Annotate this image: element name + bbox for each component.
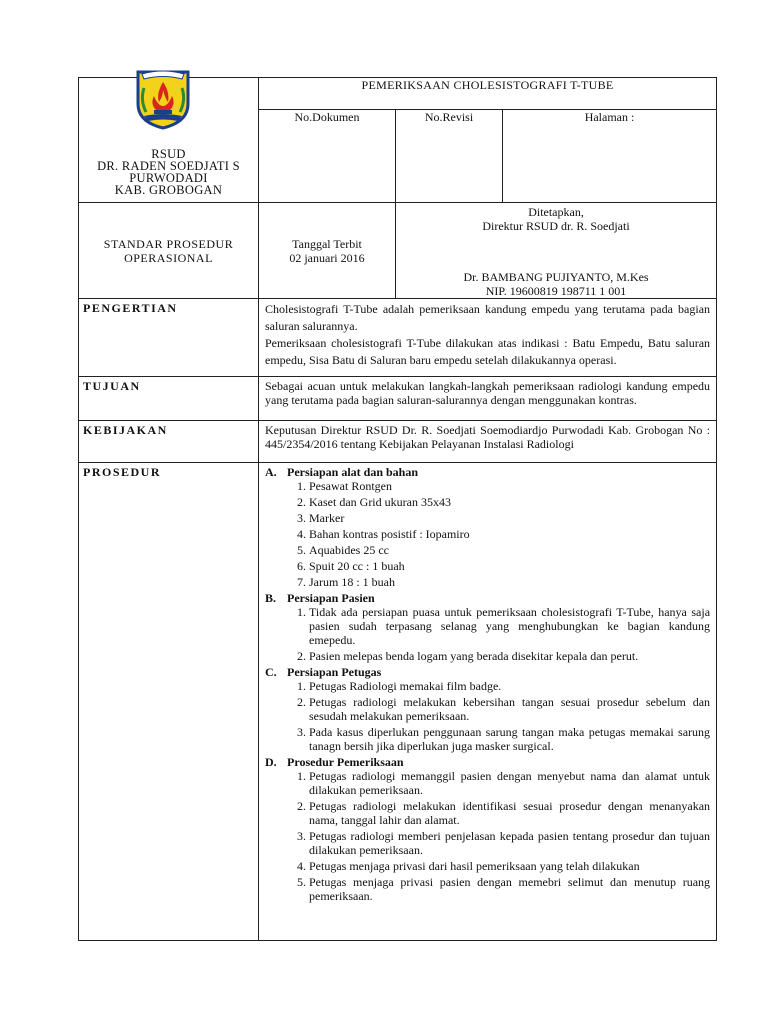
prosedur-section-b <box>265 591 710 663</box>
list-item: 2. Petugas radiologi melakukan kebersihan tangan sesuai prosedur sebelum dan sesudah melakukan pemeriksaan. <box>309 695 710 723</box>
hospital-line-3: PURWODADI <box>129 171 208 185</box>
prosedur-section-c <box>265 665 710 753</box>
hospital-identity-cell <box>79 78 259 203</box>
list-item: 1. Petugas radiologi memanggil pasien dengan menyebut nama dan alamat untuk dilakukan pemeriksaan. <box>309 769 710 797</box>
list-item: 3. Pada kasus diperlukan penggunaan sarung tangan maka petugas memakai sarung tanagn bersih jika diperlukan juga masker surgical. <box>309 725 710 753</box>
prosedur-section-d <box>265 755 710 903</box>
tujuan-label: TUJUAN <box>79 377 259 421</box>
prosedur-label: PROSEDUR <box>79 463 259 941</box>
list-item: 2. Petugas radiologi melakukan identifikasi sesuai prosedur dengan menanyakan nama, tanggal lahir dan alamat. <box>309 799 710 827</box>
list-item: 3. Petugas radiologi memberi penjelasan kepada pasien tentang prosedur dan tujuan dilakukan pemeriksaan. <box>309 829 710 857</box>
section-heading: D. Prosedur Pemeriksaan <box>265 755 404 769</box>
section-d-list <box>265 769 710 903</box>
tujuan-content: Sebagai acuan untuk melakukan langkah-langkah pemeriksaan radiologi kandung empedu yang terutama pada bagian saluran-salurannya dengan menggunakan kontras. <box>259 377 717 421</box>
kebijakan-label: KEBIJAKAN <box>79 421 259 463</box>
ditetapkan-label: Ditetapkan, <box>528 205 584 219</box>
list-item: 5. Petugas menjaga privasi pasien dengan memebri selimut dan menutup ruang pemeriksaan. <box>309 875 710 903</box>
list-item: 7. Jarum 18 : 1 buah <box>309 575 710 589</box>
hospital-line-4: KAB. GROBOGAN <box>114 183 223 197</box>
halaman-cell <box>503 109 717 202</box>
kabupaten-emblem-logo <box>132 66 194 130</box>
kebijakan-content: Keputusan Direktur RSUD Dr. R. Soedjati Soemodiardjo Purwodadi Kab. Grobogan No : 445/2354/2016 tentang Kebijakan Pelayanan Instalasi Radiologi <box>259 421 717 463</box>
prosedur-content <box>259 463 717 941</box>
list-item: 4. Petugas menjaga privasi dari hasil pemeriksaan yang telah dilakukan <box>309 859 710 873</box>
list-item: 1. Pesawat Rontgen <box>309 479 710 493</box>
list-item: 2. Pasien melepas benda logam yang berada disekitar kepala dan perut. <box>309 649 710 663</box>
list-item: 6. Spuit 20 cc : 1 buah <box>309 559 710 573</box>
sop-line-1: STANDAR PROSEDUR <box>103 236 234 251</box>
no-revisi-label: No.Revisi <box>424 109 474 124</box>
section-heading: C. Persiapan Petugas <box>265 665 382 679</box>
signer-name: Dr. BAMBANG PUJIYANTO, M.Kes <box>463 270 649 284</box>
section-a-list <box>265 479 710 589</box>
no-dokumen-cell <box>259 109 396 202</box>
sop-label-cell <box>79 203 259 299</box>
list-item: 3. Marker <box>309 511 710 525</box>
direktur-title: Direktur RSUD dr. R. Soedjati <box>482 219 630 233</box>
no-revisi-cell <box>396 109 503 202</box>
tanggal-terbit-label: Tanggal Terbit <box>292 236 362 251</box>
no-dokumen-label: No.Dokumen <box>294 109 360 124</box>
sop-line-2: OPERASIONAL <box>124 250 213 265</box>
section-heading: B. Persiapan Pasien <box>265 591 375 605</box>
section-b-list <box>265 605 710 663</box>
pengertian-content <box>259 299 717 377</box>
list-item: 2. Kaset dan Grid ukuran 35x43 <box>309 495 710 509</box>
prosedur-section-a <box>265 465 710 589</box>
hospital-name <box>79 148 258 196</box>
signer-nip: NIP. 19600819 198711 1 001 <box>485 284 627 298</box>
pengertian-label: PENGERTIAN <box>79 299 259 377</box>
hospital-line-2: DR. RADEN SOEDJATI S <box>97 159 240 173</box>
penetapan-cell <box>396 203 717 299</box>
halaman-label: Halaman : <box>584 109 635 124</box>
pengertian-para-2: Pemeriksaan cholesistografi T-Tube dilakukan atas indikasi : Batu Empedu, Batu saluran empedu, Sisa Batu di Saluran baru empedu setelah dilakukannya operasi. <box>265 336 711 367</box>
list-item: 4. Bahan kontras posistif : Iopamiro <box>309 527 710 541</box>
section-heading: A. Persiapan alat dan bahan <box>265 465 419 479</box>
section-c-list <box>265 679 710 753</box>
list-item: 5. Aquabides 25 cc <box>309 543 710 557</box>
document-title: PEMERIKSAAN CHOLESISTOGRAFI T-TUBE <box>259 78 717 110</box>
list-item: 1. Petugas Radiologi memakai film badge. <box>309 679 710 693</box>
tanggal-terbit-value: 02 januari 2016 <box>289 250 365 265</box>
list-item: 1. Tidak ada persiapan puasa untuk pemeriksaan cholesistografi T-Tube, hanya saja pasien sudah terpasang selanag yang menghubungkan ke bagian kandung emepedu. <box>309 605 710 647</box>
sop-document <box>78 77 716 944</box>
pengertian-para-1: Cholesistografi T-Tube adalah pemeriksaan kandung empedu yang terutama pada bagian saluran salurannya. <box>265 302 711 333</box>
tanggal-terbit-cell <box>259 203 396 299</box>
hospital-line-1: RSUD <box>151 147 186 161</box>
sop-table <box>78 77 717 941</box>
